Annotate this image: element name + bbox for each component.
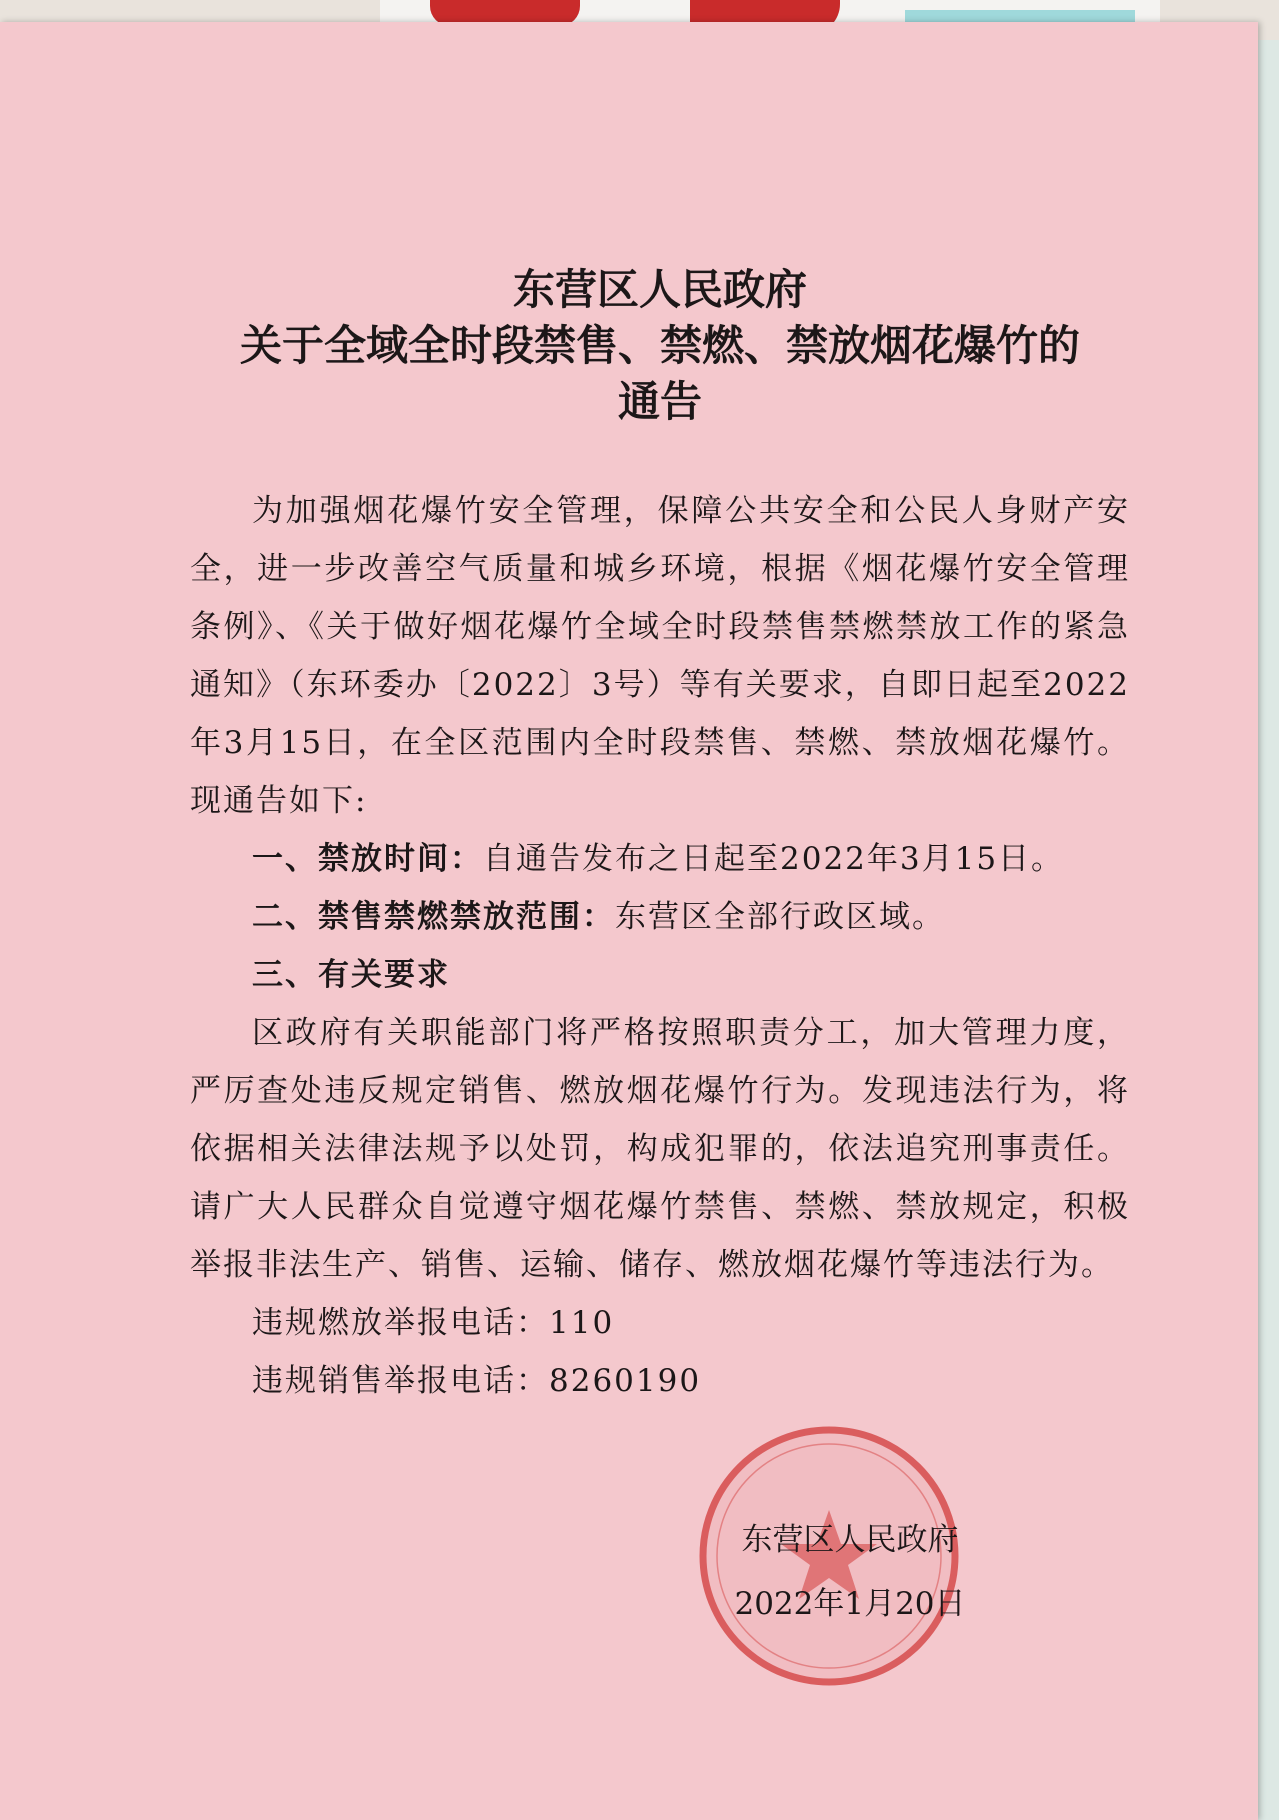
intro-paragraph: 为加强烟花爆竹安全管理，保障公共安全和公民人身财产安全，进一步改善空气质量和城乡环境，根据《烟花爆竹安全管理条例》、《关于做好烟花爆竹全域全时段禁售禁燃禁放工作的紧急通知》（东环委办〔2022〕3号）等有关要求，自即日起至2022年3月15日，在全区范围内全时段禁售、禁燃、禁放烟花爆竹。现通告如下: bbox=[190, 493, 1130, 819]
item-ban-period bbox=[190, 830, 1130, 888]
item-requirements bbox=[190, 946, 1130, 1004]
item-text: 东营区全部行政区域。 bbox=[615, 899, 945, 935]
notice-body bbox=[190, 482, 1130, 1410]
hotline-label: 违规销售举报电话： bbox=[252, 1363, 549, 1399]
signature-block bbox=[700, 1508, 1000, 1636]
item-heading: 一、禁放时间： bbox=[252, 841, 483, 877]
signature-org: 东营区人民政府 bbox=[741, 1522, 959, 1558]
hotline-label: 违规燃放举报电话： bbox=[252, 1305, 549, 1341]
requirements-paragraph: 区政府有关职能部门将严格按照职责分工，加大管理力度，严厉查处违反规定销售、燃放烟花爆竹行为。发现违法行为，将依据相关法律法规予以处罚，构成犯罪的，依法追究刑事责任。请广大人民群众自觉遵守烟花爆竹禁售、禁燃、禁放规定，积极举报非法生产、销售、运输、储存、燃放烟花爆竹等违法行为。 bbox=[190, 1015, 1130, 1283]
item-heading: 二、禁售禁燃禁放范围： bbox=[252, 899, 615, 935]
title-line: 关于全域全时段禁售、禁燃、禁放烟花爆竹的 bbox=[239, 321, 1080, 370]
notice-sheet bbox=[0, 22, 1258, 1820]
item-ban-scope bbox=[190, 888, 1130, 946]
notice-document bbox=[190, 262, 1130, 1410]
item-text: 自通告发布之日起至2022年3月15日。 bbox=[483, 841, 1065, 877]
hotline-number: 110 bbox=[549, 1305, 615, 1341]
item-heading: 三、有关要求 bbox=[252, 957, 450, 993]
notice-title bbox=[190, 262, 1130, 430]
title-line: 东营区人民政府 bbox=[512, 265, 807, 314]
signature-date: 2022年1月20日 bbox=[734, 1586, 966, 1622]
hotline-sales bbox=[190, 1352, 1130, 1410]
hotline-fireworks bbox=[190, 1294, 1130, 1352]
title-line: 通告 bbox=[617, 377, 702, 426]
hotline-number: 8260190 bbox=[549, 1363, 702, 1399]
